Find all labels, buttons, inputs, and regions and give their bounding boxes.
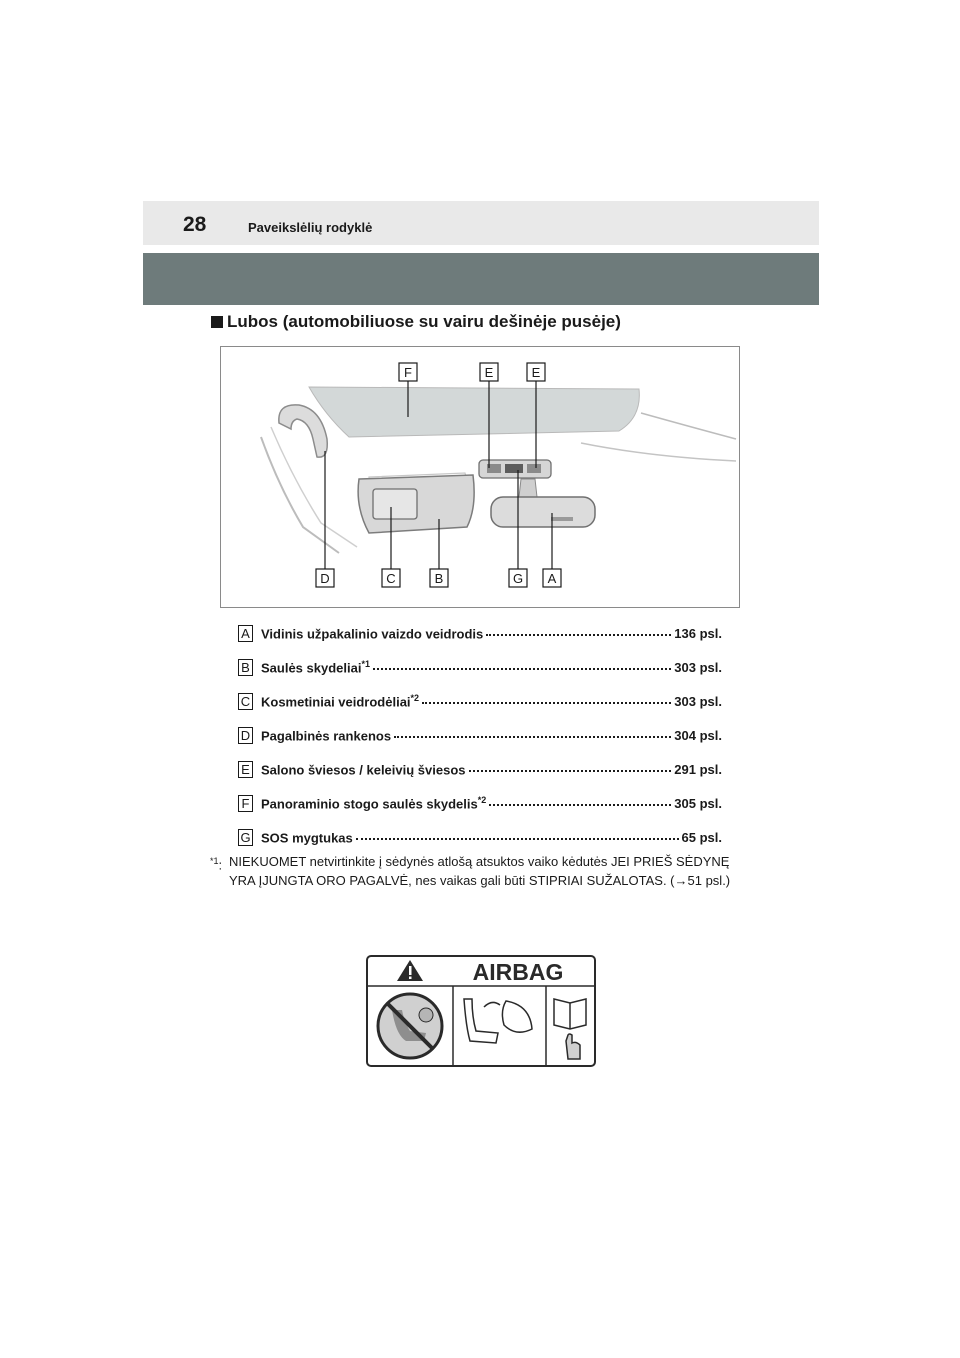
callout-a-label: A xyxy=(547,571,557,586)
legend-page: 303 psl. xyxy=(674,693,722,709)
legend-item-c xyxy=(238,684,722,718)
legend-letter: F xyxy=(238,795,253,812)
section-bullet-icon xyxy=(211,316,223,328)
mirror-switch xyxy=(551,517,573,521)
ceiling-illustration xyxy=(221,347,741,609)
sos-button-shape xyxy=(505,464,523,473)
header-title: Paveikslėlių rodyklė xyxy=(248,220,373,235)
legend-letter: C xyxy=(238,693,253,710)
vanity-mirror xyxy=(373,489,417,519)
callout-a xyxy=(543,569,561,587)
legend-page: 291 psl. xyxy=(674,761,722,777)
legend-page: 65 psl. xyxy=(681,829,722,845)
callout-d-label: D xyxy=(320,571,330,586)
callout-e1 xyxy=(480,363,498,381)
legend-text: SOS mygtukas xyxy=(261,830,353,846)
legend-item-f xyxy=(238,786,722,820)
mirror-mount xyxy=(519,479,537,497)
callout-e1-label: E xyxy=(484,365,494,380)
airbag-warning-label xyxy=(366,955,596,1067)
legend-text: Vidinis užpakalinio vaizdo veidrodis xyxy=(261,626,484,642)
leader-dots xyxy=(356,831,679,840)
legend-letter: A xyxy=(238,625,253,642)
page-number: 28 xyxy=(183,213,207,236)
section-title-text: Lubos (automobiliuose su vairu dešinėje pusėje) xyxy=(227,312,621,331)
callout-c xyxy=(382,569,400,587)
legend-letter: E xyxy=(238,761,253,778)
leader-dots xyxy=(373,661,671,670)
legend-letter: D xyxy=(238,727,253,744)
assist-grip xyxy=(279,405,327,457)
pillar-outline xyxy=(261,437,339,553)
legend-item-a xyxy=(238,616,722,650)
callout-b xyxy=(430,569,448,587)
leader-dots xyxy=(394,729,671,738)
callout-f-label: F xyxy=(404,365,412,380)
callout-e2-label: E xyxy=(531,365,541,380)
callout-e2 xyxy=(527,363,545,381)
callout-c-label: C xyxy=(386,571,396,586)
section-title xyxy=(211,312,621,332)
no-rear-facing-seat-icon xyxy=(378,994,442,1058)
legend-item-d xyxy=(238,718,722,752)
footnote-mark: $^{*1}$: xyxy=(210,856,223,873)
leader-dots xyxy=(486,627,671,636)
legend-text: Kosmetiniai veidrodėliai$^{*2}$ xyxy=(261,692,420,710)
legend-text: Panoraminio stogo saulės skydelis$^{*2}$ xyxy=(261,794,487,812)
windshield-edge xyxy=(581,443,736,461)
footnote-text: NIEKUOMET netvirtinkite į sėdynės atlošą atsuktos vaiko kėdutės JEI PRIEŠ SĖDYNĘ YRA ĮJUNGTA ORO PAGALVĖ, nes vaikas gali būti STIPRIAI SUŽALOTAS. (→51 psl.) xyxy=(229,854,731,888)
legend-page: 305 psl. xyxy=(674,795,722,811)
legend-text: Pagalbinės rankenos xyxy=(261,728,392,744)
legend-page: 304 psl. xyxy=(674,727,722,743)
footnote xyxy=(210,852,740,890)
panoramic-roof-shade xyxy=(309,387,639,437)
leader-dots xyxy=(422,695,671,704)
legend-page: 303 psl. xyxy=(674,659,722,675)
legend-text: Saulės skydeliai$^{*1}$ xyxy=(261,658,370,676)
legend-page: 136 psl. xyxy=(674,625,722,641)
legend-list xyxy=(238,616,722,854)
callout-g-label: G xyxy=(512,571,524,586)
headliner-edge xyxy=(641,413,736,439)
header-bar xyxy=(143,201,819,245)
callout-f xyxy=(399,363,417,381)
legend-text: Salono šviesos / keleivių šviesos xyxy=(261,762,466,778)
legend-item-b xyxy=(238,650,722,684)
interior-light-right xyxy=(527,464,541,473)
callout-d xyxy=(316,569,334,587)
header-band xyxy=(143,253,819,305)
rearview-mirror xyxy=(491,497,595,527)
leader-dots xyxy=(489,797,671,806)
legend-letter: G xyxy=(238,829,253,846)
airbag-title: AIRBAG xyxy=(472,959,564,985)
legend-item-e xyxy=(238,752,722,786)
ceiling-figure xyxy=(220,346,740,608)
legend-letter: B xyxy=(238,659,253,676)
legend-item-g xyxy=(238,820,722,854)
leader-dots xyxy=(469,763,672,772)
callout-g xyxy=(509,569,527,587)
callout-b-label: B xyxy=(434,571,444,586)
